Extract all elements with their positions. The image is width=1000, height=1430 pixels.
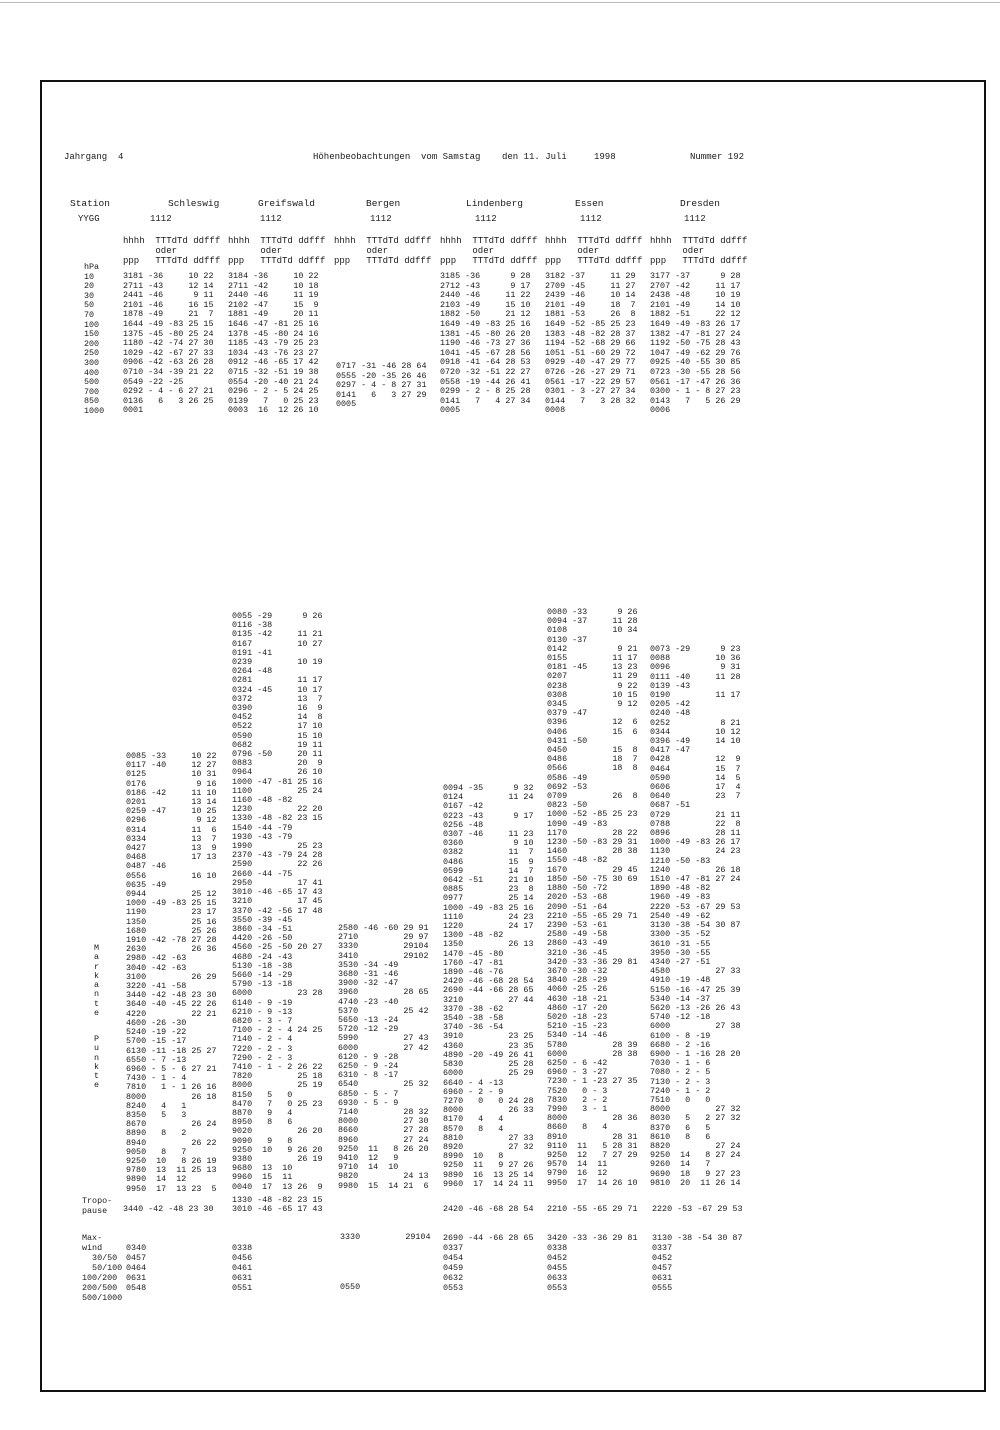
maxwind-data: 0340 0457 0464 0631 0548 — [126, 1243, 147, 1293]
significant-levels: 2580 -46 -60 29 91 2710 29 97 3330 29104 3410 29102 3530 -34 -49 3680 -31 -46 3900 -32 -47 3960 28 65 4740 -23 -40 5370 25 42 5650 -13 -24 5720 -12 -29 5990 27 43 6000 27 42 6120 - 9 -28 6250 - 9 -24 6310 - 8 -17 6540 25 32 6850 - 5 - 7 6930 - 5 - 9 7140 28 32 8000 27 30 8660 27 28 8960 27 24 9250 11 8 26 20 9410 12 9 9710 14 10 9820 24 13 9980 15 14 21 6 — [338, 923, 429, 1191]
standard-levels: 3185 -36 9 28 2712 -43 9 17 2440 -46 11 22 2103 -49 15 10 1882 -50 21 12 1649 -49 -83 25 16 1381 -45 -80 26 20 1190 -46 -73 27 36 1041 -45 -67 28 56 0918 -41 -64 28 53 0720 -32 -51 22 27 0558 -19 -44 26 41 0299 - 2 - 8 25 28 0141 7 4 27 34 0005 — [440, 271, 531, 416]
significant-levels: 0055 -29 9 26 0116 -38 0135 -42 11 21 0167 10 27 0191 -41 0239 10 19 0264 -48 0281 11 17 0324 -45 10 17 0372 13 7 0390 16 9 0452 14 8 0522 17 10 0590 15 10 0682 19 11 0796 -50 20 11 0883 20 9 0964 26 10 1000 -47 -81 25 16 1100 25 24 1160 -48 -82 1230 22 20 1330 -48 -82 23 15 1540 -44 -79 1930 -43 -79 1990 25 23 2370 -43 -79 24 28 2590 22 26 2660 -44 -75 2950 17 41 3010 -46 -65 17 43 3210 17 45 3370 -42 -56 17 48 3550 -39 -45 3860 -34 -51 4420 -26 -50 4560 -25 -50 20 27 4680 -24 -43 5130 -18 -38 5660 -14 -29 5790 -13 -18 6000 23 28 6140 - 9 -19 6210 - 9 -13 6820 - 3 - 7 7100 - 2 - 4 24 25 7140 - 2 - 4 7220 - 2 - 3 7290 - 2 - 3 7410 - 1 - 2 26 22 7820 25 18 8000 25 19 8150 5 0 8470 7 0 25 23 8870 9 4 8950 8 6 9020 26 20 9090 9 8 9250 10 9 26 20 9380 26 19 9680 13 10 9960 15 11 0040 17 13 26 9 — [232, 611, 323, 1192]
station-name: Dresden — [680, 198, 720, 209]
station-row-label: Station — [70, 198, 110, 209]
yygg-row-label: YYGG — [78, 214, 100, 224]
column-header: hhhh TTTdTd ddfff oder ppp TTTdTd ddfff — [545, 236, 643, 266]
station-yygg: 1112 — [684, 214, 706, 224]
column-header: hhhh TTTdTd ddfff oder ppp TTTdTd ddfff — [440, 236, 538, 266]
station-name: Bergen — [366, 198, 401, 209]
tropopause-data: 2210 -55 -65 29 71 — [547, 1204, 638, 1214]
station-yygg: 1112 — [260, 214, 282, 224]
standard-levels: 3181 -36 10 22 2711 -43 12 14 2441 -46 9 11 2101 -46 16 15 1878 -49 21 7 1644 -49 -83 25 15 1375 -45 -80 25 24 1180 -42 -74 27 30 1029 -42 -67 27 33 0906 -42 -63 26 28 0710 -34 -39 21 22 0549 -22 -25 0292 - 4 - 6 27 21 0136 6 3 26 25 0001 — [123, 271, 214, 416]
top-rule — [0, 2, 1000, 3]
station-name: Lindenberg — [466, 198, 524, 209]
station-name: Schleswig — [168, 198, 220, 209]
column-header: hhhh TTTdTd ddfff oder ppp TTTdTd ddfff — [228, 236, 326, 266]
tropopause-label: Tropo- pause — [82, 1196, 113, 1216]
maxwind-main: 3330 29104 — [340, 1232, 431, 1242]
year-label: 1998 — [594, 152, 616, 162]
pressure-levels: hPa 10 20 30 50 70 100 150 200 250 300 400 500 700 850 1000 — [84, 262, 105, 416]
maxwind-data: 3420 -33 -36 29 81 0338 0452 0455 0633 0553 — [547, 1233, 638, 1293]
standard-levels: 0717 -31 -46 28 64 0555 -20 -35 26 46 0297 - 4 - 8 27 31 0141 6 3 27 29 0005 — [336, 361, 427, 410]
maxwind-data: 0550 — [340, 1282, 361, 1292]
maxwind-label: Max- wind 30/50 50/100 100/200 200/500 500/1000 — [82, 1233, 123, 1303]
station-yygg: 1112 — [580, 214, 602, 224]
document-title: Höhenbeobachtungen vom Samstag — [313, 152, 481, 162]
volume-label: Jahrgang 4 — [64, 152, 124, 162]
station-yygg: 1112 — [150, 214, 172, 224]
standard-levels: 3177 -37 9 28 2707 -42 11 17 2438 -48 10 19 2101 -49 14 10 1882 -51 22 12 1649 -49 -83 26 17 1382 -47 -81 27 24 1192 -50 -75 28 43 1047 -49 -62 29 76 0925 -40 -55 30 85 0723 -30 -55 28 56 0561 -17 -47 26 36 0300 - 1 - 8 27 23 0143 7 5 26 29 0006 — [650, 271, 741, 416]
issue-number: Nummer 192 — [690, 152, 745, 162]
significant-levels: 0094 -35 9 32 0124 11 24 0167 -42 0223 -43 9 17 0256 -48 0307 -46 11 23 0360 9 10 0382 11 7 0486 15 9 0599 14 7 0642 -51 21 10 0885 23 8 0977 25 14 1000 -49 -83 25 16 1110 24 23 1220 24 17 1300 -48 -82 1350 26 13 1470 -45 -80 1760 -47 -81 1890 -46 -76 2420 -46 -68 28 54 2690 -44 -66 28 65 3210 27 44 3370 -38 -62 3540 -38 -58 3740 -36 -54 3910 23 25 4360 23 35 4890 -20 -49 26 41 5830 25 28 6000 25 29 6640 - 4 -13 6960 - 2 - 9 7270 0 0 24 28 8000 26 33 8170 4 4 8570 8 4 8810 27 33 8920 27 32 8990 10 8 9250 11 9 27 26 9890 16 13 25 14 9960 17 14 24 11 — [443, 783, 534, 1189]
station-name: Essen — [575, 198, 604, 209]
station-name: Greifswald — [258, 198, 316, 209]
maxwind-data: 3130 -38 -54 30 87 0337 0452 0457 0631 0555 — [652, 1233, 743, 1293]
maxwind-data: 2690 -44 -66 28 65 0337 0454 0459 0632 0553 — [443, 1233, 534, 1293]
column-header: hhhh TTTdTd ddfff oder ppp TTTdTd ddfff — [334, 236, 432, 266]
significant-levels: 0080 -33 9 26 0094 -37 11 28 0108 10 34 0130 -37 0142 9 21 0155 11 17 0181 -45 13 23 0207 11 29 0238 9 22 0308 10 15 0345 9 12 0379 -47 0396 12 6 0406 15 6 0431 -50 0450 15 8 0486 18 7 0566 18 8 0586 -49 0692 -53 0709 26 8 0823 -50 1000 -52 -85 25 23 1090 -49 -83 1170 28 22 1230 -50 -83 29 31 1460 28 38 1550 -48 -82 1670 29 45 1850 -50 -75 30 69 1880 -50 -72 2020 -53 -68 2090 -51 -64 2210 -55 -65 29 71 2390 -53 -61 2580 -49 -58 2860 -43 -49 3210 -36 -45 3420 -33 -36 29 81 3670 -30 -32 3840 -28 -29 4060 -25 -26 4630 -18 -21 4860 -17 -20 5020 -18 -23 5210 -15 -23 5340 -14 -46 5780 28 39 6000 28 38 6250 - 6 -42 6960 - 3 -27 7230 - 1 -23 27 35 7520 0 - 3 7830 2 - 2 7990 3 - 1 8000 28 36 8660 8 4 8910 28 31 9110 11 5 28 31 9250 12 7 27 29 9570 14 11 9790 16 12 9950 17 14 26 10 — [547, 607, 638, 1188]
column-header: hhhh TTTdTd ddfff oder ppp TTTdTd ddfff — [650, 236, 748, 266]
markante-label: M a r k a n t e — [94, 943, 100, 1019]
column-header: hhhh TTTdTd ddfff oder ppp TTTdTd ddfff — [123, 236, 221, 266]
significant-levels: 0073 -29 9 23 0088 10 36 0096 9 31 0111 -40 11 28 0139 -43 0190 11 17 0205 -42 0240 -48 0252 8 21 0344 10 12 0396 -49 14 10 0417 -47 0428 12 9 0464 15 7 0590 14 5 0606 17 4 0640 23 7 0687 -51 0729 21 11 0788 22 8 0896 28 11 1000 -49 -83 26 17 1130 24 23 1210 -50 -83 1240 26 18 1510 -47 -81 27 24 1890 -48 -82 1960 -49 -83 2220 -53 -67 29 53 2540 -49 -62 3130 -38 -54 30 87 3300 -35 -52 3610 -31 -55 3950 -30 -55 4340 -27 -51 4580 27 33 4910 -19 -48 5150 -16 -47 25 39 5340 -14 -37 5620 -13 -26 26 43 5740 -12 -18 6000 27 38 6100 - 8 -19 6680 - 2 -16 6900 - 1 -16 28 20 7030 - 1 - 6 7080 - 2 - 5 7130 - 2 - 3 7240 - 1 - 2 7510 0 0 8000 27 32 8030 5 2 27 32 8370 6 5 8610 8 6 8820 27 24 9250 14 8 27 24 9260 14 7 9690 18 9 27 23 9810 20 11 26 14 — [650, 644, 741, 1188]
station-yygg: 1112 — [475, 214, 497, 224]
standard-levels: 3182 -37 11 29 2709 -45 11 27 2439 -46 10 14 2101 -49 18 7 1881 -53 26 8 1649 -52 -85 25 23 1383 -48 -82 28 37 1194 -52 -68 29 66 1051 -51 -60 29 72 0929 -40 -47 29 77 0726 -26 -27 29 71 0561 -17 -22 29 57 0301 - 3 -27 27 34 0144 7 3 28 32 0008 — [545, 271, 636, 416]
tropopause-data: 2420 -46 -68 28 54 — [443, 1204, 534, 1214]
significant-levels: 0085 -33 10 22 0117 -40 12 27 0125 10 31 0176 9 16 0186 -42 11 10 0201 13 14 0259 -47 10 25 0296 9 12 0314 11 6 0334 13 7 0427 13 9 0468 17 13 0487 -46 0556 16 10 0635 -49 0944 25 12 1000 -49 -83 25 15 1190 23 17 1350 25 16 1680 25 26 1910 -42 -78 27 28 2630 26 36 2980 -42 -63 3040 -42 -63 3100 26 29 3220 -41 -58 3440 -42 -48 23 30 3640 -40 -45 22 26 4220 22 21 4600 -26 -30 5240 -19 -22 5700 -15 -17 6130 -11 -18 25 27 6550 - 7 -13 6960 - 5 - 6 27 21 7430 - 1 - 4 7810 1 - 1 26 16 8000 26 18 8240 4 1 8350 5 3 8670 26 24 8890 8 2 8940 26 22 9050 8 7 9250 10 8 26 19 9780 13 11 25 13 9890 14 12 9950 17 13 23 5 — [126, 751, 217, 1194]
station-yygg: 1112 — [370, 214, 392, 224]
tropopause-data: 1330 -48 -82 23 15 3010 -46 -65 17 43 — [232, 1195, 323, 1215]
punkte-label: P u n k t e — [94, 1034, 100, 1091]
maxwind-data: 0338 0456 0461 0631 0551 — [232, 1243, 253, 1293]
standard-levels: 3184 -36 10 22 2711 -42 10 18 2440 -46 11 19 2102 -47 15 9 1881 -49 20 11 1646 -47 -81 25 16 1378 -45 -80 24 16 1185 -43 -79 25 23 1034 -43 -76 23 27 0912 -46 -65 17 42 0715 -32 -51 19 38 0554 -20 -40 21 24 0296 - 2 - 5 24 25 0139 7 0 25 23 0003 16 12 26 10 — [228, 271, 319, 416]
date-label: den 11. Juli — [502, 152, 567, 162]
tropopause-data: 3440 -42 -48 23 30 — [123, 1204, 214, 1214]
tropopause-data: 2220 -53 -67 29 53 — [652, 1204, 743, 1214]
